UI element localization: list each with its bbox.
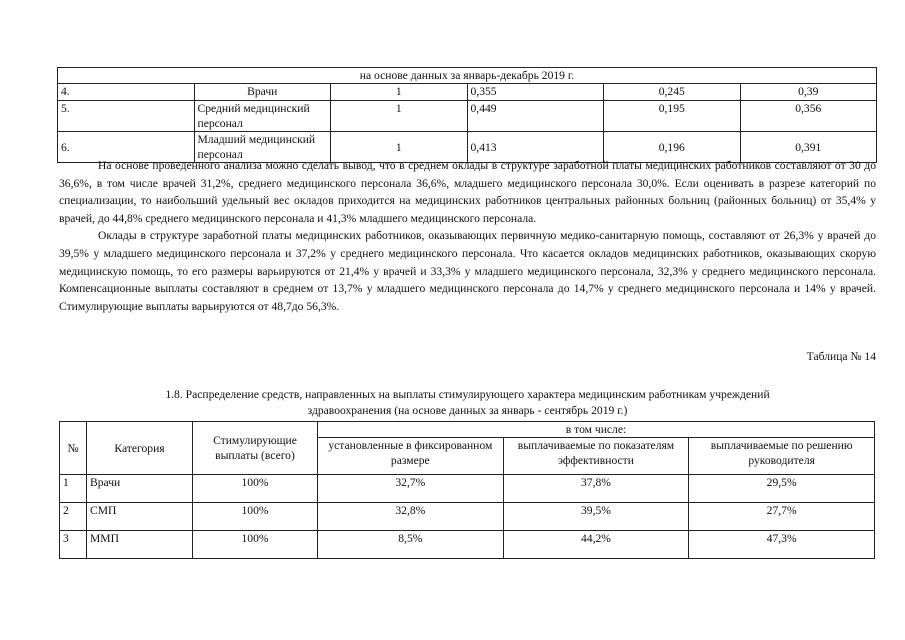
table-caption-row	[58, 68, 877, 84]
table-row	[58, 84, 877, 101]
header-fixed: установленные в фиксированном размере	[318, 438, 504, 475]
fixed-value: 8,5%	[318, 531, 504, 559]
total-value: 100%	[193, 503, 318, 531]
category-name: Врачи	[87, 475, 193, 503]
header-group: в том числе:	[318, 422, 875, 438]
row-number: 5.	[58, 101, 195, 132]
coef-value: 1	[331, 132, 468, 163]
table-row	[60, 503, 875, 531]
coef-value: 0,391	[740, 132, 877, 163]
coef-value: 0,413	[467, 132, 604, 163]
paragraph: Оклады в структуре заработной платы медицинских работников, оказывающих первичную медико-санитарную помощь, составляют от 26,3% у врачей до 39,5% у младшего медицинского персонала и 37,2% у среднего медицинского персонала. Что касается окладов медицинских работников, оказывающих скорую медицинскую помощь, то его размеры варьируются от 21,4% у врачей и 33,3% у младшего медицинского персонала, 32,3% у среднего медицинского персонала. Компенсационные выплаты составляют в среднем от 13,7% у младшего медицинского персонала до 14,7% у среднего медицинского персонала и 14% у врачей. Стимулирующие выплаты варьируются от 48,7до 56,3%.	[59, 229, 876, 313]
coef-value: 0,449	[467, 101, 604, 132]
row-number: 6.	[58, 132, 195, 163]
coef-value: 0,245	[604, 84, 741, 101]
analysis-text	[59, 157, 876, 315]
total-value: 100%	[193, 531, 318, 559]
category-name: СМП	[87, 503, 193, 531]
director-value: 47,3%	[689, 531, 875, 559]
coef-value: 1	[331, 101, 468, 132]
header-category: Категория	[87, 422, 193, 475]
header-total: Стимулирующие выплаты (всего)	[193, 422, 318, 475]
coef-value: 0,356	[740, 101, 877, 132]
header-number: №	[60, 422, 87, 475]
coef-value: 0,39	[740, 84, 877, 101]
category-name: Средний медицинский персонал	[194, 101, 331, 132]
incentive-payments-table	[59, 421, 875, 559]
coef-value: 0,196	[604, 132, 741, 163]
header-kpi: выплачиваемые по показателям эффективности	[503, 438, 689, 475]
row-number: 1	[60, 475, 87, 503]
table-row	[60, 531, 875, 559]
coef-value: 0,195	[604, 101, 741, 132]
coefficients-table	[57, 67, 877, 163]
category-name: Врачи	[194, 84, 331, 101]
fixed-value: 32,7%	[318, 475, 504, 503]
director-value: 29,5%	[689, 475, 875, 503]
table-title	[120, 387, 815, 419]
coef-value: 1	[331, 84, 468, 101]
table-caption: на основе данных за январь-декабрь 2019 г.	[58, 68, 877, 84]
header-director: выплачиваемые по решению руководителя	[689, 438, 875, 475]
fixed-value: 32,8%	[318, 503, 504, 531]
category-name: ММП	[87, 531, 193, 559]
kpi-value: 44,2%	[503, 531, 689, 559]
director-value: 27,7%	[689, 503, 875, 531]
header-row	[60, 422, 875, 438]
table-title-line: здравоохранения (на основе данных за январь - сентябрь 2019 г.)	[307, 404, 628, 417]
kpi-value: 37,8%	[503, 475, 689, 503]
row-number: 3	[60, 531, 87, 559]
row-number: 4.	[58, 84, 195, 101]
table-row	[60, 475, 875, 503]
kpi-value: 39,5%	[503, 503, 689, 531]
row-number: 2	[60, 503, 87, 531]
table-number-label: Таблица № 14	[806, 350, 876, 363]
total-value: 100%	[193, 475, 318, 503]
table-title-line: 1.8. Распределение средств, направленных на выплаты стимулирующего характера медицинским работникам учреждений	[165, 388, 770, 401]
table-row	[58, 101, 877, 132]
coef-value: 0,355	[467, 84, 604, 101]
paragraph: На основе проведенного анализа можно сделать вывод, что в среднем оклады в структуре заработной платы медицинских работников составляют от 30 до 36,6%, в том числе врачей 31,2%, среднего медицинского персонала 36,6%, младшего медицинского персонала 30,0%. Если оценивать в разрезе категорий по специализации, то наибольший удельный вес окладов приходится на медицинских работников центральных районных больниц (районных больниц) от 35,4% у врачей, до 44,8% среднего медицинского персонала и 41,3% младшего медицинского персонала.	[59, 159, 876, 225]
category-name: Младший медицинский персонал	[194, 132, 331, 163]
